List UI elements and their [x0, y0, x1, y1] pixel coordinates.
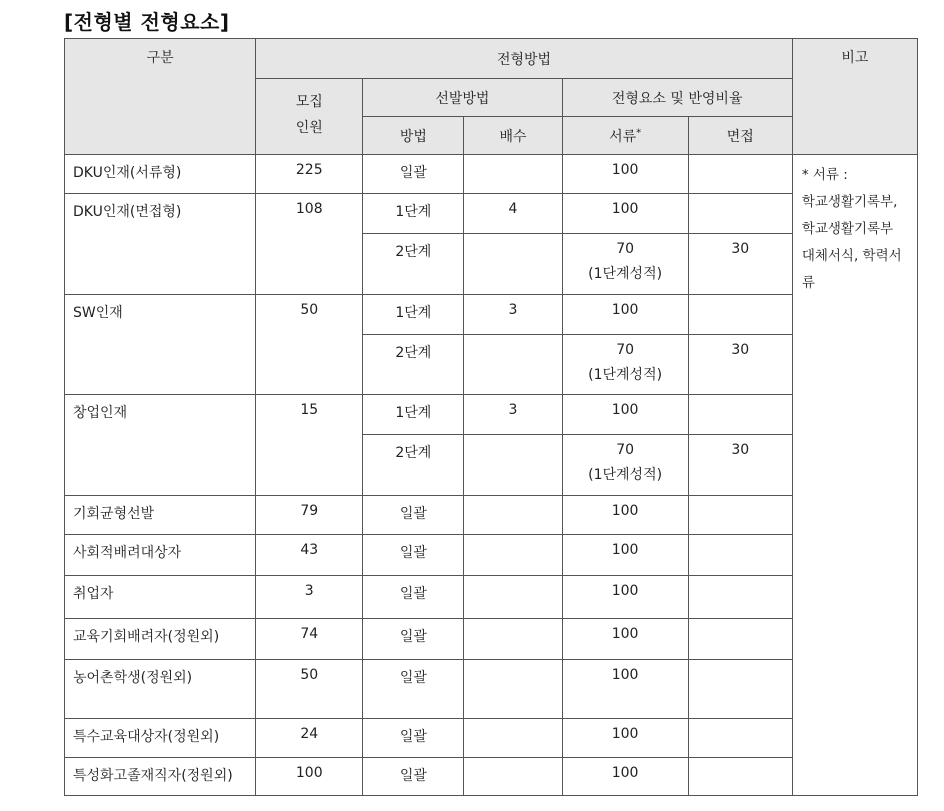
- row-count: 50: [256, 660, 363, 719]
- row-method: 2단계: [363, 435, 464, 496]
- row-method: 2단계: [363, 234, 464, 295]
- row-interview: [688, 576, 792, 619]
- row-docs: 100: [562, 758, 688, 796]
- row-count: 100: [256, 758, 363, 796]
- row-interview: [688, 295, 792, 335]
- header-method: 방법: [363, 117, 464, 155]
- row-interview: [688, 619, 792, 660]
- row-docs-note: (1단계성적): [588, 266, 663, 282]
- row-docs: [562, 335, 688, 395]
- row-interview: 30: [688, 335, 792, 395]
- row-method: 일괄: [363, 758, 464, 796]
- row-interview: [688, 395, 792, 435]
- row-docs-value: 70: [616, 342, 635, 358]
- header-multiple: 배수: [464, 117, 562, 155]
- row-multiple: [464, 535, 562, 576]
- row-method: 일괄: [363, 535, 464, 576]
- row-method: 1단계: [363, 395, 464, 435]
- row-method: 2단계: [363, 335, 464, 395]
- row-name: DKU인재(면접형): [65, 194, 256, 295]
- row-count: 3: [256, 576, 363, 619]
- row-interview: [688, 535, 792, 576]
- row-count: 74: [256, 619, 363, 660]
- row-docs: 100: [562, 576, 688, 619]
- row-method: 일괄: [363, 496, 464, 535]
- page-title: [전형별 전형요소]: [64, 10, 230, 34]
- row-multiple: [464, 758, 562, 796]
- row-method: 1단계: [363, 194, 464, 234]
- row-method: 일괄: [363, 619, 464, 660]
- row-name: 취업자: [65, 576, 256, 619]
- row-interview: [688, 194, 792, 234]
- row-name: 교육기회배려자(정원외): [65, 619, 256, 660]
- row-multiple: 3: [464, 395, 562, 435]
- row-method: 일괄: [363, 660, 464, 719]
- header-documents: [562, 117, 688, 155]
- row-method: 일괄: [363, 576, 464, 619]
- row-docs: 100: [562, 496, 688, 535]
- admission-elements-table: [64, 38, 918, 796]
- row-multiple: [464, 619, 562, 660]
- row-docs: 100: [562, 295, 688, 335]
- row-interview: [688, 758, 792, 796]
- row-interview: [688, 719, 792, 758]
- row-count: 108: [256, 194, 363, 295]
- header-selection-method: 선발방법: [363, 79, 562, 117]
- row-count: 50: [256, 295, 363, 395]
- row-interview: 30: [688, 234, 792, 295]
- row-interview: 30: [688, 435, 792, 496]
- row-multiple: [464, 234, 562, 295]
- header-method-group: 전형방법: [256, 39, 793, 79]
- header-recruit-line2: 인원: [295, 120, 323, 136]
- row-interview: [688, 660, 792, 719]
- row-docs: [562, 435, 688, 496]
- header-documents-mark: *: [636, 126, 642, 138]
- row-docs-note: (1단계성적): [588, 467, 663, 483]
- row-count: 24: [256, 719, 363, 758]
- row-multiple: 4: [464, 194, 562, 234]
- remarks-line: 류: [801, 275, 815, 291]
- row-count: 79: [256, 496, 363, 535]
- remarks-line: 학교생활기록부: [801, 221, 894, 237]
- row-multiple: [464, 155, 562, 194]
- header-remarks: 비고: [792, 39, 917, 155]
- header-elements-ratio: 전형요소 및 반영비율: [562, 79, 792, 117]
- row-name: 농어촌학생(정원외): [65, 660, 256, 719]
- row-method: 1단계: [363, 295, 464, 335]
- row-name: 창업인재: [65, 395, 256, 496]
- row-docs: 100: [562, 535, 688, 576]
- row-multiple: [464, 335, 562, 395]
- row-docs: 100: [562, 155, 688, 194]
- remarks-line: * 서류 :: [801, 167, 848, 183]
- row-name: SW인재: [65, 295, 256, 395]
- row-multiple: 3: [464, 295, 562, 335]
- row-method: 일괄: [363, 719, 464, 758]
- header-interview: 면접: [688, 117, 792, 155]
- row-name: 특성화고졸재직자(정원외): [65, 758, 256, 796]
- row-interview: [688, 155, 792, 194]
- header-recruit-line1: 모집: [295, 94, 323, 110]
- row-multiple: [464, 660, 562, 719]
- row-count: 225: [256, 155, 363, 194]
- remarks-line: 대체서식, 학력서: [801, 248, 902, 264]
- row-interview: [688, 496, 792, 535]
- row-multiple: [464, 719, 562, 758]
- row-name: DKU인재(서류형): [65, 155, 256, 194]
- header-recruit-count: [256, 79, 363, 155]
- row-name: 기회균형선발: [65, 496, 256, 535]
- row-docs: 100: [562, 719, 688, 758]
- row-docs-value: 70: [616, 442, 635, 458]
- remarks-line: 학교생활기록부,: [801, 194, 898, 210]
- header-category: 구분: [65, 39, 256, 155]
- row-docs-value: 70: [616, 241, 635, 257]
- row-docs: 100: [562, 194, 688, 234]
- row-count: 15: [256, 395, 363, 496]
- row-docs: 100: [562, 660, 688, 719]
- row-multiple: [464, 435, 562, 496]
- row-method: 일괄: [363, 155, 464, 194]
- remarks-cell: [792, 155, 917, 796]
- row-name: 사회적배려대상자: [65, 535, 256, 576]
- row-name: 특수교육대상자(정원외): [65, 719, 256, 758]
- row-docs-note: (1단계성적): [588, 367, 663, 383]
- row-docs: [562, 234, 688, 295]
- row-docs: 100: [562, 395, 688, 435]
- header-documents-label: 서류: [609, 128, 637, 145]
- row-count: 43: [256, 535, 363, 576]
- row-multiple: [464, 576, 562, 619]
- row-multiple: [464, 496, 562, 535]
- row-docs: 100: [562, 619, 688, 660]
